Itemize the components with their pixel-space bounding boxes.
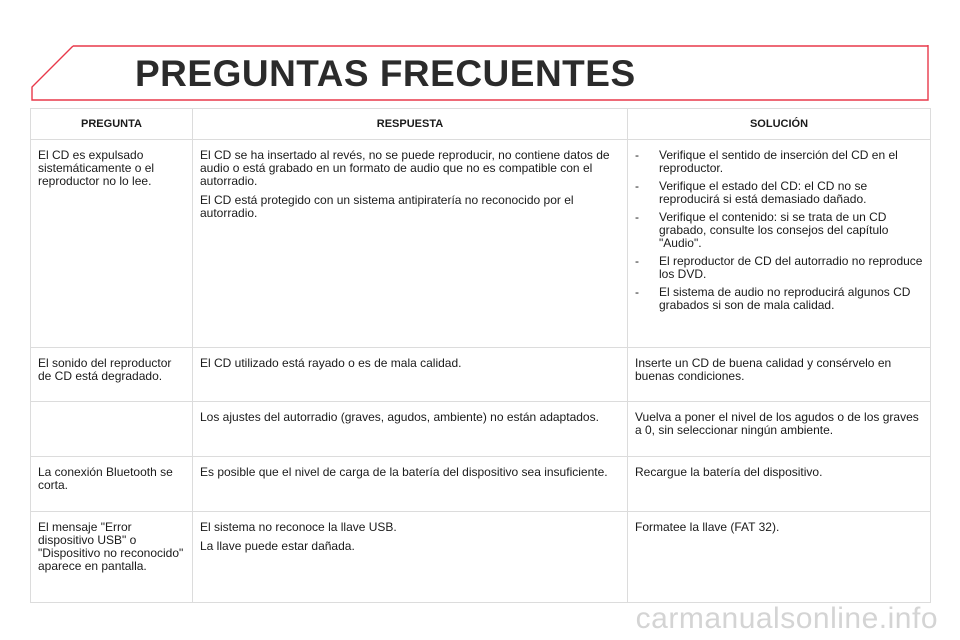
header-solucion: SOLUCIÓN [628,109,931,140]
question-text: El sonido del reproductor de CD está degradado. [38,356,172,383]
table-row [31,140,931,348]
page-title: PREGUNTAS FRECUENTES [135,53,636,94]
answer-text: El CD utilizado está rayado o es de mala calidad. [200,356,462,370]
solution-cell [628,402,931,457]
table-row [31,457,931,512]
question-cell [31,457,193,512]
answer-text: Los ajustes del autorradio (graves, agudos, ambiente) no están adaptados. [200,410,599,424]
watermark: carmanualsonline.info [635,602,938,635]
table-row [31,348,931,402]
question-text: El mensaje "Error dispositivo USB" o "Dispositivo no reconocido" aparece en pantalla. [38,520,184,573]
table-row [31,512,931,603]
answer-text: La llave puede estar dañada. [200,539,355,553]
answer-cell [193,348,628,402]
answer-text: El CD está protegido con un sistema antipiratería no reconocido por el autorradio. [200,193,574,220]
answer-cell [193,457,628,512]
answer-cell [193,402,628,457]
header-pregunta: PREGUNTA [31,109,193,140]
question-cell [31,348,193,402]
solution-item: - Verifique el sentido de inserción del CD en el reproductor. [635,148,898,175]
solution-text: Vuelva a poner el nivel de los agudos o de los graves a 0, sin seleccionar ningún ambiente. [635,410,919,437]
table-row [31,402,931,457]
solution-list [635,149,923,312]
solution-item: - Verifique el contenido: si se trata de un CD grabado, consulte los consejos del capítulo "Audio". [635,210,889,250]
answer-cell [193,512,628,603]
solution-item: - El sistema de audio no reproducirá algunos CD grabados si son de mala calidad. [635,285,911,312]
solution-item: - El reproductor de CD del autorradio no reproduce los DVD. [635,254,923,281]
answer-text: El CD se ha insertado al revés, no se puede reproducir, no contiene datos de audio o está grabado en un formato de audio que no es compatible con el autorradio. [200,148,610,188]
solution-text: Inserte un CD de buena calidad y consérvelo en buenas condiciones. [635,356,892,383]
question-text: El CD es expulsado sistemáticamente o el reproductor no lo lee. [38,148,155,188]
table-header-row [31,109,931,140]
question-cell [31,140,193,348]
answer-text: El sistema no reconoce la llave USB. [200,520,397,534]
solution-item: - Verifique el estado del CD: el CD no se reproducirá si está demasiado dañado. [635,179,868,206]
question-text: La conexión Bluetooth se corta. [38,465,173,492]
answer-cell [193,140,628,348]
solution-cell [628,140,931,348]
solution-text: Recargue la batería del dispositivo. [635,465,823,479]
solution-cell [628,512,931,603]
answer-text: Es posible que el nivel de carga de la batería del dispositivo sea insuficiente. [200,465,608,479]
header-respuesta: RESPUESTA [193,109,628,140]
solution-text: Formatee la llave (FAT 32). [635,520,780,534]
solution-cell [628,457,931,512]
solution-cell [628,348,931,402]
question-cell [31,402,193,457]
faq-table [30,108,931,603]
question-cell [31,512,193,603]
